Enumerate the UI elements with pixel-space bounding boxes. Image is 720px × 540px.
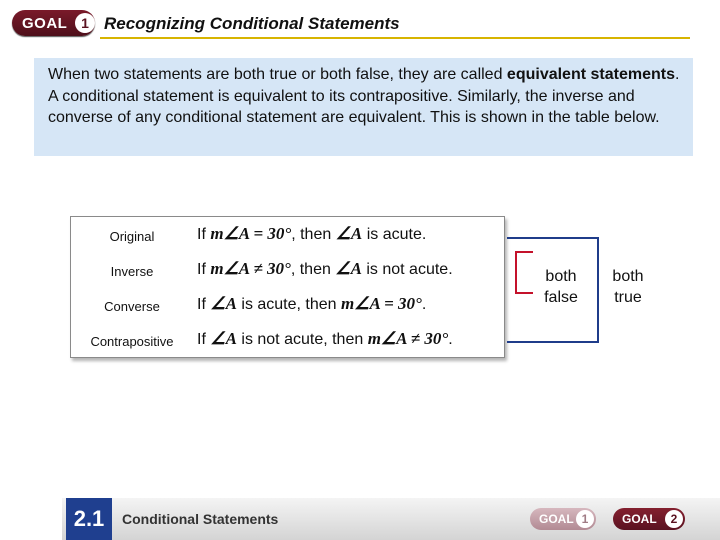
both-false-bracket-bottom <box>515 292 533 294</box>
row-statement: If m∠A = 30°, then ∠A is acute. <box>197 224 427 243</box>
table-row <box>71 217 504 252</box>
both-false-bracket-side <box>515 251 517 293</box>
info-text-before: When two statements are both true or both false, they are called <box>48 66 507 83</box>
goal-badge <box>12 10 95 36</box>
row-label-converse: Converse <box>104 299 160 314</box>
info-box <box>34 58 693 156</box>
goal-label: GOAL <box>22 15 68 32</box>
statements-table <box>70 216 505 358</box>
lesson-title: Conditional Statements <box>122 511 279 527</box>
info-text <box>48 64 688 129</box>
nav-goal-2-button[interactable] <box>613 508 685 530</box>
info-text-after: . A conditional statement is equivalent to its contrapositive. Similarly, the inverse and converse of any conditional statement are equivalent. This is shown in the table below. <box>48 66 680 126</box>
table-row <box>71 322 504 357</box>
both-false-label: both false <box>544 268 578 306</box>
table-row <box>71 287 504 322</box>
row-statement: If ∠A is not acute, then m∠A ≠ 30°. <box>197 329 453 348</box>
info-bold-term: equivalent statements <box>506 66 675 83</box>
nav-goal-number: 2 <box>665 510 683 528</box>
both-false-bracket-top <box>515 251 533 253</box>
nav-goal-1-button[interactable] <box>530 508 596 530</box>
table-row <box>71 252 504 287</box>
row-label-original: Original <box>109 229 155 244</box>
nav-goal-label: GOAL <box>622 512 657 526</box>
row-statement: If ∠A is acute, then m∠A = 30°. <box>197 294 427 313</box>
nav-goal-label: GOAL <box>539 512 574 526</box>
row-statement: If m∠A ≠ 30°, then ∠A is not acute. <box>197 259 453 278</box>
goal-number: 1 <box>75 13 95 33</box>
row-label-contrapositive: Contrapositive <box>90 334 174 349</box>
nav-goal-number: 1 <box>576 510 594 528</box>
both-true-label: both true <box>612 268 644 306</box>
lesson-number-badge: 2.1 <box>66 498 112 540</box>
row-label-inverse: Inverse <box>110 264 154 279</box>
title-divider <box>100 37 690 39</box>
page-title: Recognizing Conditional Statements <box>104 14 400 33</box>
